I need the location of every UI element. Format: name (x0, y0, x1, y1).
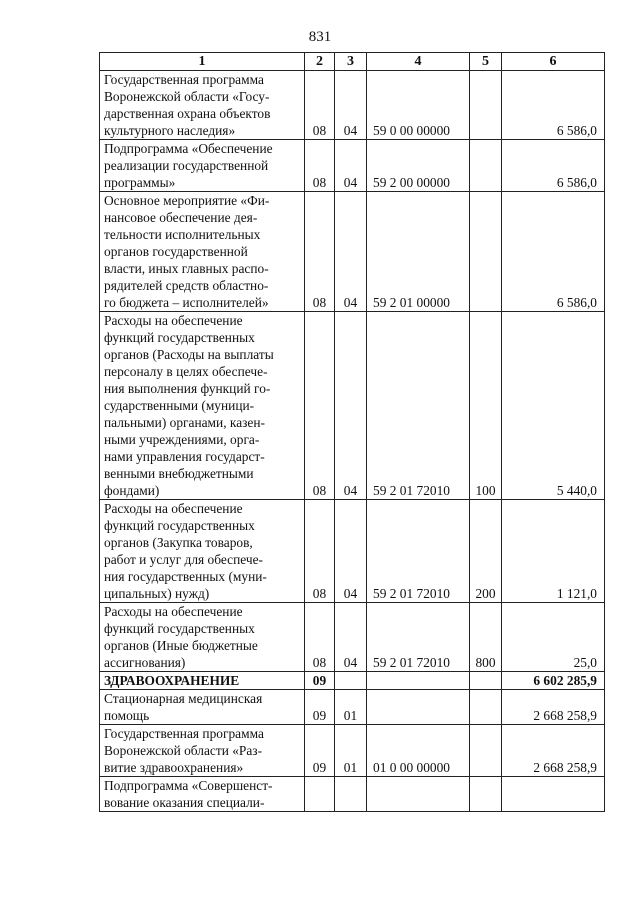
row-name-line: Стационарная медицинская (104, 691, 263, 706)
row-name-line: дарственная охрана объектов (104, 106, 271, 121)
expense-type-cell (470, 192, 502, 312)
row-name-cell (100, 500, 305, 603)
target-article-cell (367, 672, 470, 690)
header-col-2: 2 (305, 53, 335, 71)
target-article-cell: 59 2 01 72010 (367, 500, 470, 603)
amount-cell: 1 121,0 (502, 500, 605, 603)
header-col-6: 6 (502, 53, 605, 71)
subsection-code-cell (335, 672, 367, 690)
row-name-line: органов (Расходы на выплаты (104, 347, 274, 362)
row-name-line: нансовое обеспечение дея- (104, 210, 258, 225)
row-name-cell (100, 672, 305, 690)
table-row (100, 312, 605, 500)
target-article-cell: 59 2 01 72010 (367, 603, 470, 672)
header-col-5: 5 (470, 53, 502, 71)
table-row (100, 500, 605, 603)
row-name-line: Воронежской области «Раз- (104, 743, 263, 758)
row-name-line: сударственными (муници- (104, 398, 255, 413)
row-name-line: пальными) органами, казен- (104, 415, 266, 430)
table-row (100, 192, 605, 312)
row-name-line: ными учреждениями, орга- (104, 432, 260, 447)
row-name-line: го бюджета – исполнителей» (104, 295, 269, 310)
row-name-line: помощь (104, 708, 150, 723)
expense-type-cell: 200 (470, 500, 502, 603)
expense-type-cell (470, 690, 502, 725)
row-name-line: персоналу в целях обеспече- (104, 364, 268, 379)
amount-cell: 25,0 (502, 603, 605, 672)
row-name-line: органов (Закупка товаров, (104, 535, 253, 550)
section-code-cell: 08 (305, 312, 335, 500)
row-name-line: работ и услуг для обеспече- (104, 552, 264, 567)
table-row (100, 672, 605, 690)
row-name-line: Расходы на обеспечение (104, 501, 243, 516)
amount-cell: 5 440,0 (502, 312, 605, 500)
target-article-cell (367, 690, 470, 725)
subsection-code-cell: 04 (335, 71, 367, 140)
page-number: 831 (308, 29, 332, 45)
table-row (100, 690, 605, 725)
expense-type-cell (470, 777, 502, 812)
row-name-line: реализации государственной (104, 158, 269, 173)
amount-cell: 6 586,0 (502, 71, 605, 140)
row-name-line: органов государственной (104, 244, 248, 259)
row-name-line: витие здравоохранения» (104, 760, 244, 775)
row-name-cell (100, 690, 305, 725)
row-name-line: ния выполнения функций го- (104, 381, 271, 396)
row-name-line: ассигнования) (104, 655, 186, 670)
section-code-cell: 09 (305, 725, 335, 777)
row-name-line: тельности исполнительных (104, 227, 261, 242)
header-row (100, 53, 605, 71)
row-name-line: Подпрограмма «Обеспечение (104, 141, 273, 156)
subsection-code-cell: 04 (335, 603, 367, 672)
row-name-line: Государственная программа (104, 72, 264, 87)
row-name-line: Расходы на обеспечение (104, 313, 243, 328)
target-article-cell (367, 777, 470, 812)
row-name-line: Подпрограмма «Совершенст- (104, 778, 273, 793)
subsection-code-cell: 04 (335, 140, 367, 192)
row-name-line: Основное мероприятие «Фи- (104, 193, 270, 208)
header-col-1: 1 (100, 53, 305, 71)
row-name-cell (100, 725, 305, 777)
subsection-code-cell: 04 (335, 312, 367, 500)
target-article-cell: 59 2 01 72010 (367, 312, 470, 500)
amount-cell: 2 668 258,9 (502, 725, 605, 777)
amount-cell: 6 586,0 (502, 192, 605, 312)
table-row (100, 71, 605, 140)
table-row (100, 140, 605, 192)
amount-cell (502, 777, 605, 812)
table-row (100, 777, 605, 812)
section-code-cell: 08 (305, 140, 335, 192)
header-col-4: 4 (367, 53, 470, 71)
row-name-cell (100, 71, 305, 140)
section-code-cell: 08 (305, 192, 335, 312)
expense-type-cell (470, 725, 502, 777)
expense-type-cell (470, 672, 502, 690)
target-article-cell: 59 2 00 00000 (367, 140, 470, 192)
amount-cell: 6 586,0 (502, 140, 605, 192)
section-code-cell: 08 (305, 603, 335, 672)
row-name-line: Расходы на обеспечение (104, 604, 243, 619)
row-name-line: функций государственных (104, 518, 255, 533)
row-name-cell (100, 603, 305, 672)
subsection-code-cell: 04 (335, 500, 367, 603)
row-name-line: венными внебюджетными (104, 466, 254, 481)
amount-cell: 2 668 258,9 (502, 690, 605, 725)
row-name-cell (100, 140, 305, 192)
expense-type-cell (470, 140, 502, 192)
table-row (100, 603, 605, 672)
row-name-line: культурного наследия» (104, 123, 236, 138)
row-name-line: Государственная программа (104, 726, 264, 741)
section-code-cell: 08 (305, 71, 335, 140)
row-name-cell (100, 312, 305, 500)
subsection-code-cell: 01 (335, 725, 367, 777)
section-code-cell: 09 (305, 672, 335, 690)
section-code-cell (305, 777, 335, 812)
target-article-cell: 59 2 01 00000 (367, 192, 470, 312)
row-name-line: органов (Иные бюджетные (104, 638, 258, 653)
header-col-3: 3 (335, 53, 367, 71)
subsection-code-cell (335, 777, 367, 812)
row-name-line: ния государственных (муни- (104, 569, 267, 584)
row-name-line: вование оказания специали- (104, 795, 265, 810)
amount-cell: 6 602 285,9 (502, 672, 605, 690)
row-name-line: ципальных) нужд) (104, 586, 210, 601)
row-name-line: рядителей средств областно- (104, 278, 269, 293)
row-name-line: Воронежской области «Госу- (104, 89, 270, 104)
row-name-line: ЗДРАВООХРАНЕНИЕ (104, 673, 240, 688)
row-name-line: нами управления государст- (104, 449, 265, 464)
budget-table (99, 52, 605, 812)
row-name-line: власти, иных главных распо- (104, 261, 269, 276)
subsection-code-cell: 04 (335, 192, 367, 312)
section-code-cell: 08 (305, 500, 335, 603)
target-article-cell: 01 0 00 00000 (367, 725, 470, 777)
expense-type-cell (470, 71, 502, 140)
expense-type-cell: 100 (470, 312, 502, 500)
section-code-cell: 09 (305, 690, 335, 725)
row-name-cell (100, 192, 305, 312)
expense-type-cell: 800 (470, 603, 502, 672)
row-name-line: программы» (104, 175, 176, 190)
target-article-cell: 59 0 00 00000 (367, 71, 470, 140)
row-name-line: функций государственных (104, 621, 255, 636)
table-body (100, 71, 605, 812)
row-name-cell (100, 777, 305, 812)
row-name-line: фондами) (104, 483, 160, 498)
table-row (100, 725, 605, 777)
row-name-line: функций государственных (104, 330, 255, 345)
subsection-code-cell: 01 (335, 690, 367, 725)
